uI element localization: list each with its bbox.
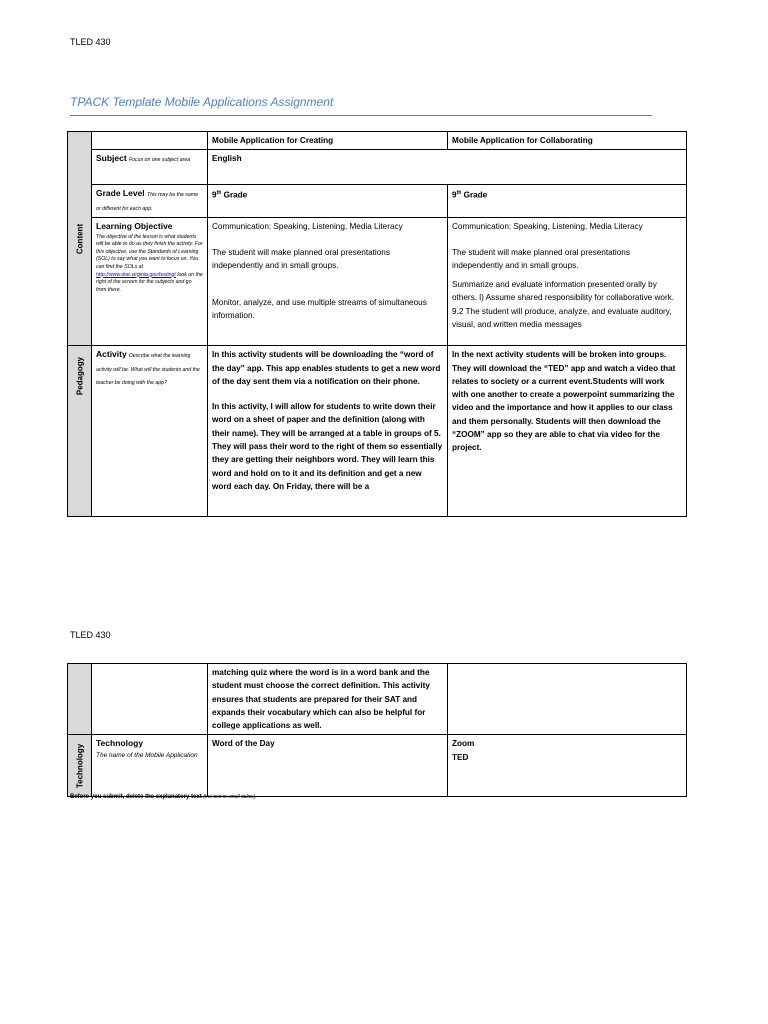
grade-creating	[208, 185, 448, 218]
objective-creating	[208, 218, 448, 346]
activity-continued-row	[68, 664, 687, 735]
pedagogy-section-continued	[68, 664, 92, 735]
grade-creating-word: Grade	[221, 191, 248, 201]
empty-header-cell	[92, 132, 208, 150]
technology-field-label: Technology	[96, 738, 144, 749]
technology-collab-app1: Zoom	[452, 739, 475, 749]
grade-collaborating	[448, 185, 687, 218]
objective-note: The objective of the lesson is what students will be able to do as they finish the activity. For this objective, use the Standards of Learning (SOL) to say what you want to focus on. You can find the SOLs at	[96, 233, 203, 270]
subject-label: Subject	[96, 153, 127, 164]
grade-creating-sup: th	[216, 190, 222, 197]
activity-creating-p1: In this activity students will be downloading the “word of the day” app. This app enables students to get a new word of the day sent them via a notification on their phone.	[212, 350, 441, 386]
grade-label: Grade Level	[96, 188, 145, 199]
grade-row	[68, 185, 687, 218]
activity-note: Describe what the learning activity will be. What will the students and the teacher be doing with the app?	[96, 353, 200, 386]
objective-collab-p3: Summarize and evaluate information presented orally by others. l) Assume shared responsibility for collaborative work. 9.2 The student will produce, analyze, and evaluate auditory, visual, and written media messages	[452, 280, 675, 330]
sol-link[interactable]: http://www.doe.virginia.gov/testing/	[96, 271, 176, 278]
grade-collab-number: 9	[452, 191, 457, 201]
objective-collab-p1: Communication: Speaking, Listening, Media Literacy	[452, 222, 643, 232]
activity-creating-p2: In this activity, I will allow for students to write down their word on a sheet of paper and the definition (along with their name). They will be arranged at a table in groups of 5. They will pass their word to the right of them so essentially they are getting their neighbors word. They will learn this word and hold on to it and its definition and get a new word each day. On Friday, there will be a	[212, 402, 443, 491]
objective-note-after: look on the right of the screen for the subjects and go from there.	[96, 271, 203, 293]
activity-collaborating: In the next activity students will be broken into groups. They will download the “TED” app and watch a video that relates to society or a current event.Students will work with one another to create a powerpoint summarizing the video and the importance and how it applies to our class and them personally. Students will then download the “ZOOM” app so they are able to chat via video for the project.	[448, 346, 687, 517]
objective-collab-p2: The student will make planned oral presentations independently and in small groups.	[452, 247, 630, 270]
objective-creating-p2: The student will make planned oral presentations independently and in small groups.	[212, 247, 390, 270]
pedagogy-section	[68, 346, 92, 517]
footer-note: (the text in small italics).	[203, 794, 257, 800]
activity-row	[68, 346, 687, 517]
objective-creating-p1: Communication: Speaking, Listening, Media Literacy	[212, 222, 403, 232]
activity-label: Activity	[96, 349, 127, 360]
grade-note: This may be the same or different for each app.	[96, 192, 198, 212]
technology-creating: Word of the Day	[208, 735, 448, 797]
objective-label-cell	[92, 218, 208, 346]
activity-creating-continued: matching quiz where the word is in a word bank and the student must choose the correct definition. This activity ensures that students are prepared for their SAT and expands their vocabulary which can also be helpful for college applications as well.	[208, 664, 448, 735]
subject-value: English	[208, 150, 687, 185]
technology-label: Technology	[74, 743, 84, 789]
col-header-collaborating: Mobile Application for Collaborating	[448, 132, 687, 150]
content-section	[68, 132, 92, 346]
tpack-table-page2	[67, 663, 687, 797]
page2-header: TLED 430	[70, 630, 111, 640]
header-row	[68, 132, 687, 150]
document-title: TPACK Template Mobile Applications Assignment	[70, 95, 334, 109]
technology-row	[68, 735, 687, 797]
objective-label: Learning Objective	[96, 221, 173, 232]
grade-collab-word: Grade	[461, 191, 488, 201]
objective-collaborating	[448, 218, 687, 346]
pedagogy-label: Pedagogy	[74, 357, 84, 396]
technology-collab-app2: TED	[452, 752, 469, 762]
activity-creating	[208, 346, 448, 517]
col-header-creating: Mobile Application for Creating	[208, 132, 448, 150]
grade-label-cell	[92, 185, 208, 218]
title-underline	[70, 115, 652, 116]
objective-creating-p3: Monitor, analyze, and use multiple streams of simultaneous information.	[212, 298, 427, 321]
technology-note: The name of the Mobile Application	[96, 751, 198, 759]
page-header: TLED 430	[70, 37, 111, 47]
activity-label-empty	[92, 664, 208, 735]
subject-label-cell	[92, 150, 208, 185]
technology-collaborating	[448, 735, 687, 797]
footer-instruction	[70, 794, 257, 800]
objective-row	[68, 218, 687, 346]
content-label: Content	[74, 223, 84, 254]
subject-row	[68, 150, 687, 185]
tpack-table-page1	[67, 131, 687, 517]
footer-text: Before you submit, delete the explanatory text	[70, 794, 202, 800]
grade-creating-number: 9	[212, 191, 217, 201]
subject-note: Focus on one subject area	[128, 157, 191, 164]
activity-collab-empty	[448, 664, 687, 735]
technology-section	[68, 735, 92, 797]
grade-collab-sup: th	[456, 190, 462, 197]
technology-label-cell	[92, 735, 208, 797]
activity-label-cell	[92, 346, 208, 517]
